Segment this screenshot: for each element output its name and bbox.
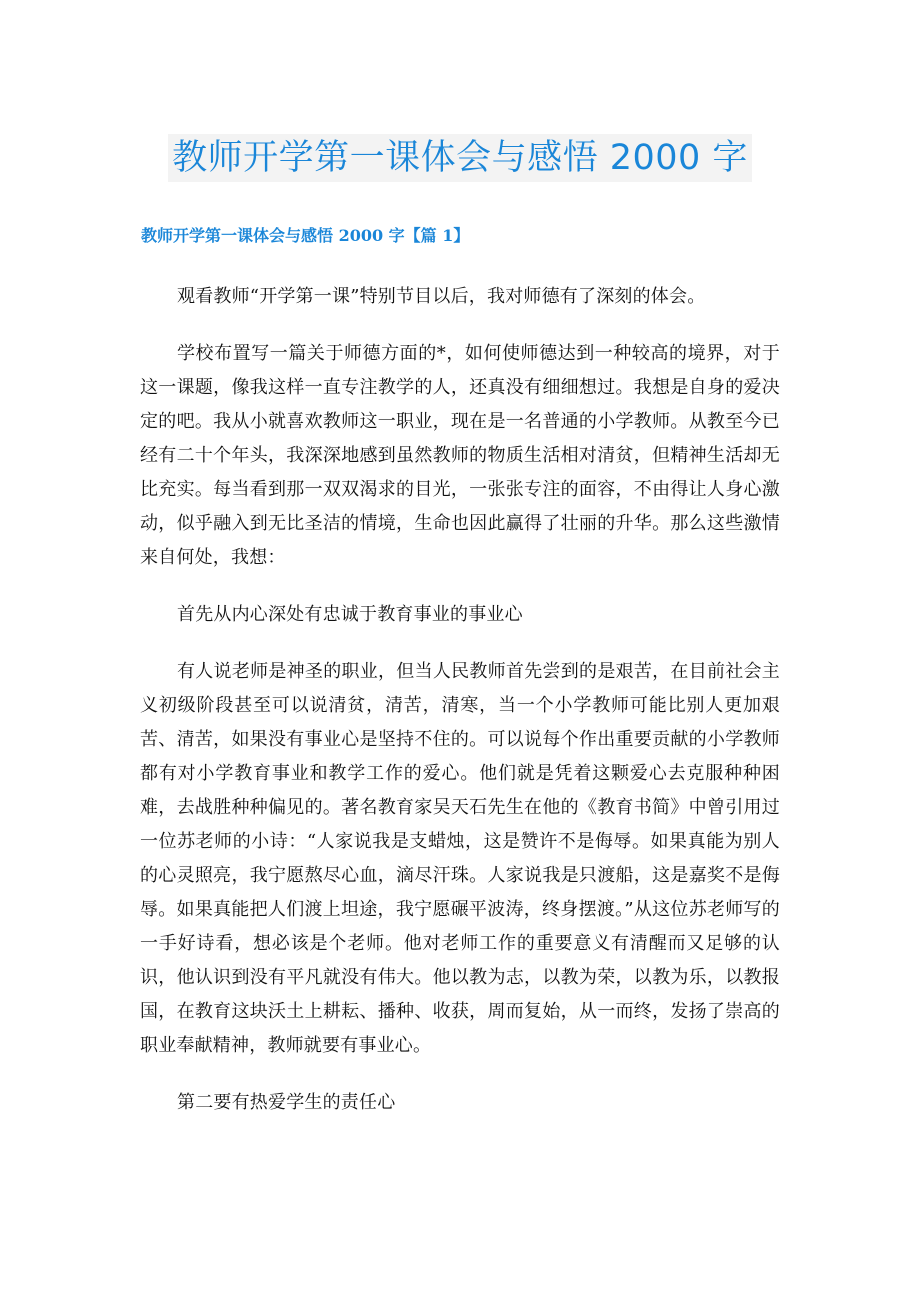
paragraph-reflection: 学校布置写一篇关于师德方面的*，如何使师德达到一种较高的境界，对于这一课题，像我这样一直专注教学的人，还真没有细细想过。我想是自身的爱决定的吧。我从小就喜欢教师这一职业，现在是一名普通的小学教师。从教至今已经有二十个年头，我深深地感到虽然教师的物质生活相对清贫，但精神生活却无比充实。每当看到那一双双渴求的目光，一张张专注的面容，不由得让人身心激动，似乎融入到无比圣洁的情境，生命也因此赢得了壮丽的升华。那么这些激情来自何处，我想：	[140, 343, 780, 568]
section-heading: 教师开学第一课体会与感悟 2000 字【篇 1】	[141, 226, 470, 245]
title-container	[0, 134, 920, 182]
paragraph-point-1: 首先从内心深处有忠诚于教育事业的事业心	[177, 604, 523, 625]
document-body	[140, 280, 780, 1120]
paragraph-intro: 观看教师“开学第一课”特别节目以后，我对师德有了深刻的体会。	[177, 286, 706, 307]
paragraph-dedication: 有人说老师是神圣的职业，但当人民教师首先尝到的是艰苦，在目前社会主义初级阶段甚至可以说清贫，清苦，清寒，当一个小学教师可能比别人更加艰苦、清苦，如果没有事业心是坚持不住的。可以说每个作出重要贡献的小学教师都有对小学教育事业和教学工作的爱心。他们就是凭着这颗爱心去克服种种困难，去战胜种种偏见的。著名教育家吴天石先生在他的《教育书简》中曾引用过一位苏老师的小诗：“人家说我是支蜡烛，这是赞许不是侮辱。如果真能为别人的心灵照亮，我宁愿熬尽心血，滴尽汗珠。人家说我是只渡船，这是嘉奖不是侮辱。如果真能把人们渡上坦途，我宁愿碾平波涛，终身摆渡。”从这位苏老师写的一手好诗看，想必该是个老师。他对老师工作的重要意义有清醒而又足够的认识，他认识到没有平凡就没有伟大。他以教为志，以教为荣，以教为乐，以教报国，在教育这块沃土上耕耘、播种、收获，周而复始，从一而终，发扬了崇高的职业奉献精神，教师就要有事业心。	[140, 661, 780, 1056]
document-title: 教师开学第一课体会与感悟 2000 字	[168, 134, 752, 182]
paragraph-point-2: 第二要有热爱学生的责任心	[177, 1092, 396, 1113]
